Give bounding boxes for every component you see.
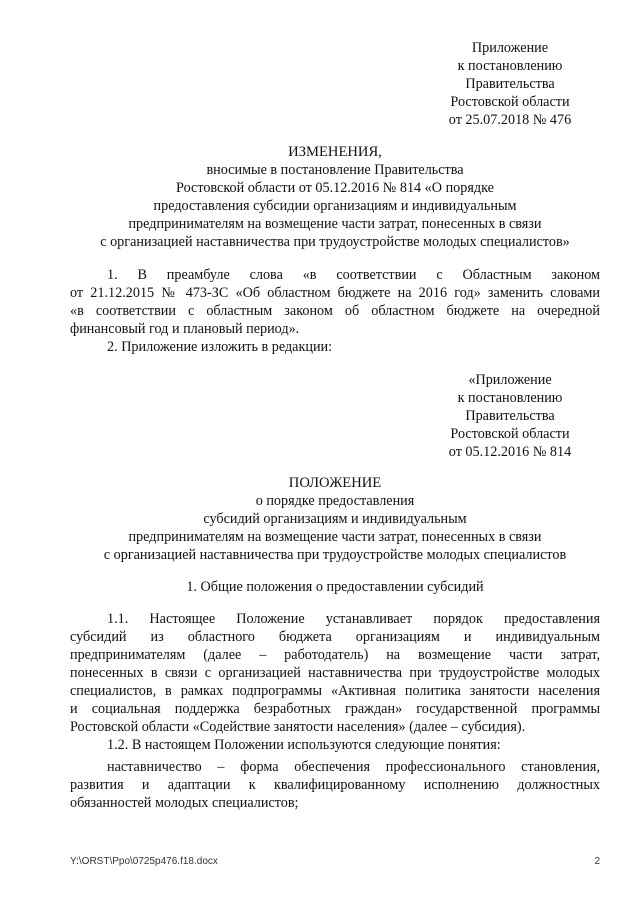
paragraph-1-1-line: предпринимателям (далее – работодатель) на возмещение части затрат,	[70, 647, 600, 663]
definition-line: развития и адаптации к квалифицированному исполнению должностных	[70, 777, 600, 793]
appendix-top-line: Приложение	[471, 40, 549, 56]
item-1-line: от 21.12.2015 № 473-ЗС «Об областном бюджете на 2016 год» заменить словами	[70, 285, 600, 301]
definition-line: обязанностей молодых специалистов;	[70, 795, 299, 811]
paragraph-1-1-line: субсидий из областного бюджета организациям и индивидуальным	[70, 629, 600, 645]
changes-line: предпринимателям на возмещение части затрат, понесенных в связи	[128, 216, 542, 232]
paragraph-1-1-line: специалистов, в рамках подпрограммы «Активная политика занятости населения	[70, 683, 600, 699]
item-1-line: «в соответствии с областным законом об областном бюджете на очередной	[70, 303, 600, 319]
appendix-inner-line: от 05.12.2016 № 814	[448, 444, 572, 460]
footer-page-number: 2	[594, 856, 600, 867]
footer-file-path: Y:\ORST\Ppo\0725p476.f18.docx	[70, 856, 218, 867]
changes-line: Ростовской области от 05.12.2016 № 814 «О порядке	[176, 180, 494, 196]
item-1-line: финансовый год и плановый период».	[70, 321, 300, 337]
regulation-line: субсидий организациям и индивидуальным	[203, 511, 467, 527]
paragraph-1-1-line: понесенных в связи с организацией наставничества при трудоустройстве молодых	[70, 665, 600, 681]
appendix-top-line: Правительства	[465, 76, 555, 92]
paragraph-1-1-line: Ростовской области «Содействие занятости населения» (далее – субсидия).	[70, 719, 526, 735]
changes-line: предоставления субсидии организациям и индивидуальным	[153, 198, 517, 214]
paragraph-1-1-line: 1.1. Настоящее Положение устанавливает порядок предоставления	[107, 611, 600, 627]
regulation-line: предпринимателям на возмещение части затрат, понесенных в связи	[128, 529, 542, 545]
regulation-line: с организацией наставничества при трудоустройстве молодых специалистов	[103, 547, 567, 563]
appendix-top-line: от 25.07.2018 № 476	[448, 112, 572, 128]
appendix-inner-line: «Приложение	[468, 372, 552, 388]
paragraph-1-2: 1.2. В настоящем Положении используются следующие понятия:	[107, 737, 501, 753]
appendix-top-line: Ростовской области	[450, 94, 570, 110]
paragraph-1-1-line: и социальная поддержка безработных граждан» государственной программы	[70, 701, 600, 717]
definition-line: наставничество – форма обеспечения профессионального становления,	[107, 759, 600, 775]
section-1-heading: 1. Общие положения о предоставлении субсидий	[186, 579, 484, 595]
changes-title: ИЗМЕНЕНИЯ,	[288, 144, 382, 160]
appendix-inner-line: к постановлению	[457, 390, 563, 406]
appendix-top-line: к постановлению	[457, 58, 563, 74]
changes-line: вносимые в постановление Правительства	[206, 162, 464, 178]
regulation-title: ПОЛОЖЕНИЕ	[288, 475, 382, 491]
item-1-line: 1. В преамбуле слова «в соответствии с Областным законом	[107, 267, 600, 283]
item-2: 2. Приложение изложить в редакции:	[107, 339, 333, 355]
appendix-inner-line: Ростовской области	[450, 426, 570, 442]
regulation-line: о порядке предоставления	[255, 493, 415, 509]
appendix-inner-line: Правительства	[465, 408, 555, 424]
changes-line: с организацией наставничества при трудоустройстве молодых специалистов»	[100, 234, 570, 250]
